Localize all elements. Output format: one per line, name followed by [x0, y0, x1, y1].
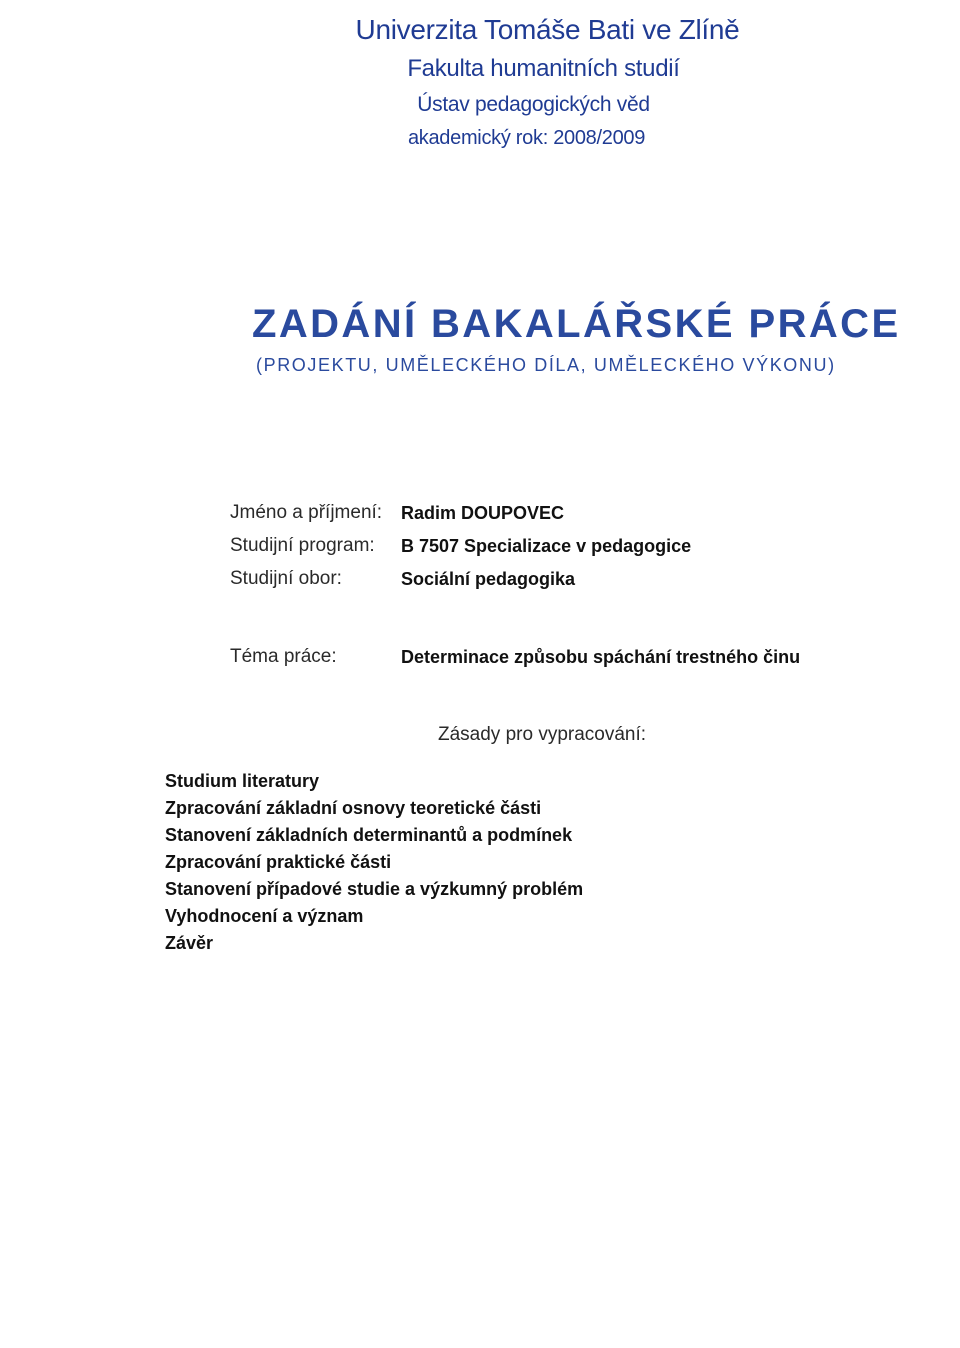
name-value: Radim DOUPOVEC	[401, 503, 565, 523]
principles-list	[165, 768, 583, 957]
document-subtitle: (PROJEKTU, UMĚLECKÉHO DÍLA, UMĚLECKÉHO VÝKONU)	[256, 355, 836, 375]
topic-label: Téma práce:	[230, 646, 337, 667]
name-label: Jméno a příjmení:	[230, 502, 383, 523]
list-item: Závěr	[165, 933, 214, 953]
field-value: Sociální pedagogika	[401, 569, 576, 589]
list-item: Zpracování základní osnovy teoretické části	[165, 798, 542, 818]
program-label: Studijní program:	[230, 535, 375, 556]
list-item: Zpracování praktické části	[165, 852, 392, 872]
list-item: Stanovení případové studie a výzkumný problém	[165, 879, 584, 899]
list-item: Vyhodnocení a význam	[165, 906, 364, 926]
list-item: Stanovení základních determinantů a podmínek	[165, 825, 573, 845]
list-item: Studium literatury	[165, 771, 320, 791]
university-name: Univerzita Tomáše Bati ve Zlíně	[355, 14, 740, 45]
academic-year: akademický rok: 2008/2009	[407, 127, 646, 149]
institute-name: Ústav pedagogických věd	[417, 93, 650, 116]
document-title: ZADÁNÍ BAKALÁŘSKÉ PRÁCE	[252, 302, 901, 346]
field-label: Studijní obor:	[230, 568, 342, 589]
document-header	[0, 10, 960, 154]
topic-value: Determinace způsobu spáchání trestného činu	[401, 647, 801, 667]
program-value: B 7507 Specializace v pedagogice	[401, 536, 692, 556]
principles-heading: Zásady pro vypracování:	[438, 724, 647, 745]
faculty-name: Fakulta humanitních studií	[407, 55, 680, 82]
